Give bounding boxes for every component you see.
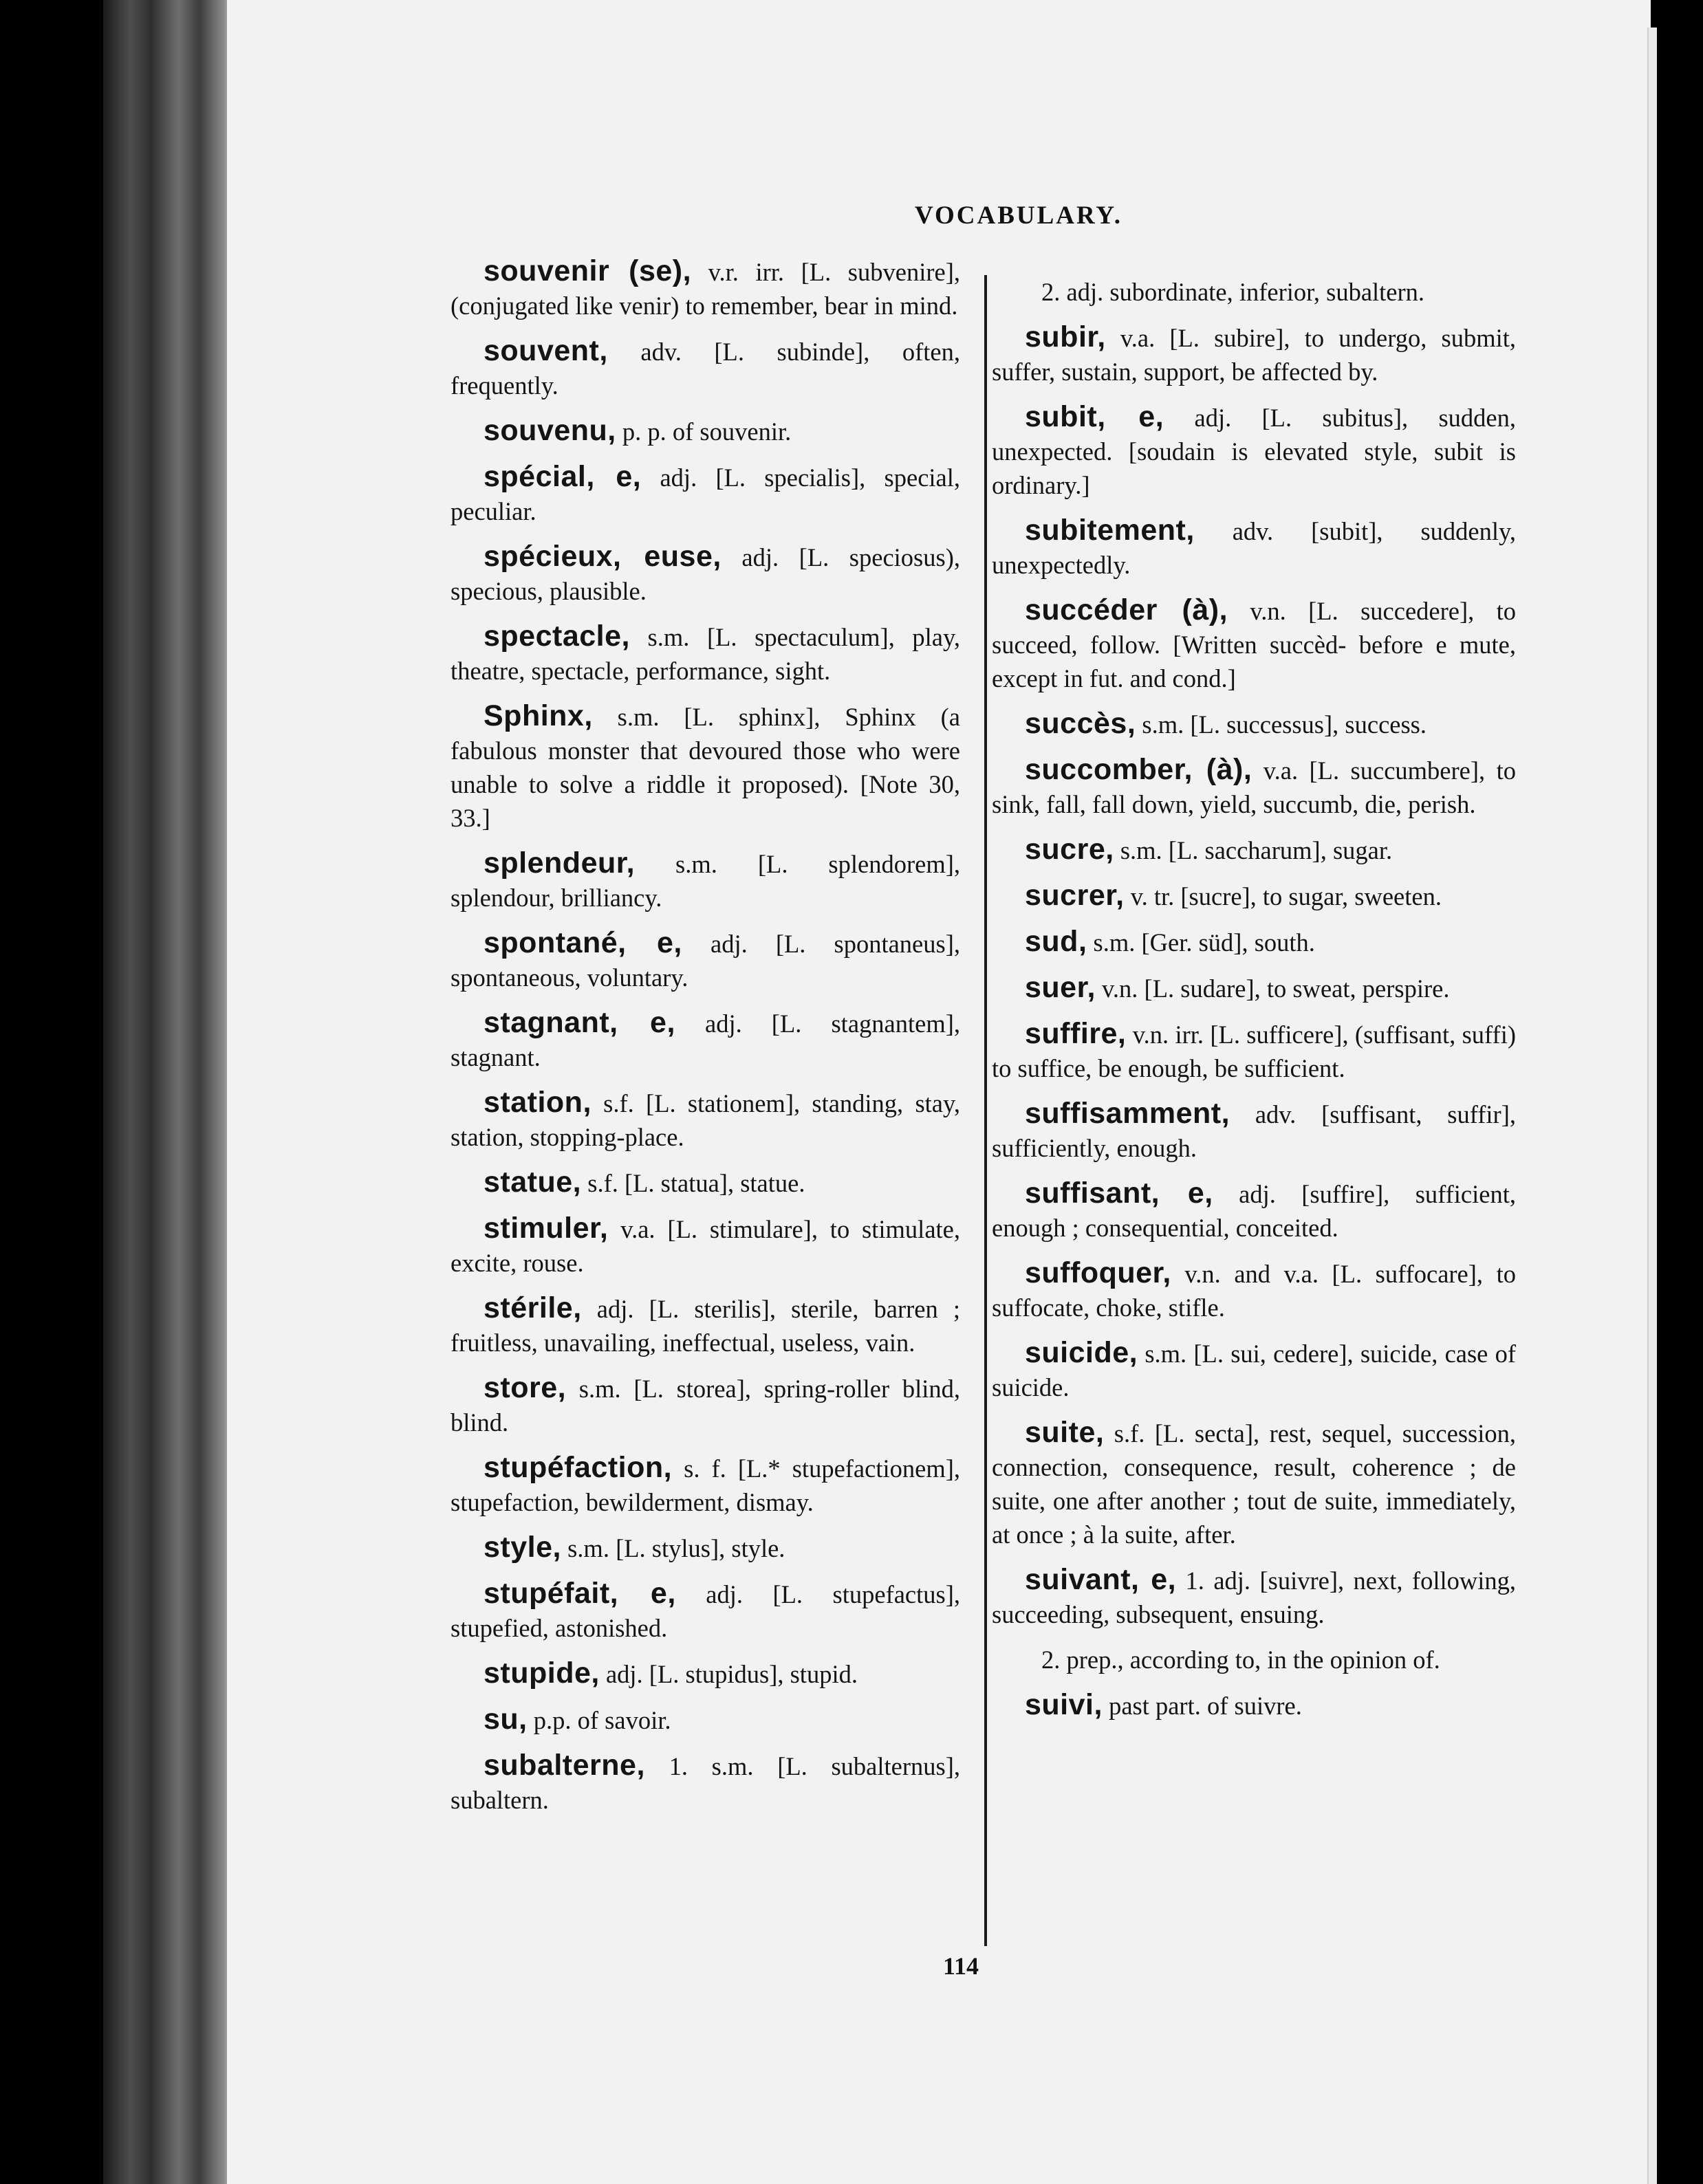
entry-headword: spécial, e, bbox=[484, 460, 642, 493]
entry-definition: adj. [L. stupidus], stupid. bbox=[599, 1660, 858, 1688]
entry-definition: v.a. [L. subire], to undergo, submit, suffer, sustain, support, be affected by. bbox=[992, 324, 1516, 386]
facing-page-edge bbox=[1647, 28, 1657, 2184]
entry-definition: v.r. irr. [L. subvenire], (conjugated like venir) to remember, bear in mind. bbox=[451, 258, 960, 320]
dictionary-entry bbox=[992, 1563, 1516, 1631]
entry-definition: p.p. of savoir. bbox=[527, 1706, 671, 1734]
entry-headword: stagnant, e, bbox=[484, 1006, 675, 1039]
entry-definition: adj. [L. stupefactus], stupefied, astonished. bbox=[451, 1580, 960, 1642]
entry-headword: suicide, bbox=[1025, 1336, 1138, 1369]
entry-definition: s.f. [L. statua], statue. bbox=[581, 1169, 805, 1197]
entry-definition: s.m. [L. storea], spring-roller blind, blind. bbox=[451, 1375, 960, 1437]
left-column bbox=[451, 254, 960, 1828]
dictionary-entry bbox=[992, 1643, 1516, 1677]
entry-definition: s.f. [L. secta], rest, sequel, succession, connection, consequence, result, coherence ; de suite, one after another ; tout de suite, immediately, at once ; à la suite, after. bbox=[992, 1419, 1516, 1549]
dictionary-entry bbox=[451, 1451, 960, 1519]
entry-headword: store, bbox=[484, 1371, 567, 1404]
entry-headword: stupide, bbox=[484, 1657, 600, 1690]
dictionary-entry bbox=[451, 540, 960, 608]
dictionary-entry bbox=[992, 753, 1516, 821]
entry-definition: adj. [L. specialis], special, peculiar. bbox=[451, 463, 960, 525]
dictionary-entry bbox=[992, 707, 1516, 741]
dictionary-entry bbox=[992, 925, 1516, 959]
dictionary-entry bbox=[992, 833, 1516, 867]
dictionary-entry bbox=[451, 334, 960, 402]
dictionary-entry bbox=[451, 414, 960, 448]
entry-headword: sucrer, bbox=[1025, 879, 1125, 912]
dictionary-entry bbox=[992, 400, 1516, 502]
entry-definition: v.n. and v.a. [L. suffocare], to suffocate, choke, stifle. bbox=[992, 1260, 1516, 1322]
entry-definition: v.n. irr. [L. sufficere], (suffisant, suffi) to suffice, be enough, be sufficient. bbox=[992, 1020, 1516, 1082]
dictionary-entry bbox=[992, 1256, 1516, 1324]
entry-headword: suer, bbox=[1025, 971, 1096, 1004]
entry-headword: sucre, bbox=[1025, 833, 1114, 866]
dictionary-entry bbox=[451, 620, 960, 688]
entry-headword: spectacle, bbox=[484, 620, 630, 653]
entry-headword: subit, e, bbox=[1025, 400, 1164, 433]
dictionary-entry bbox=[451, 1531, 960, 1565]
entry-headword: su, bbox=[484, 1703, 528, 1736]
dictionary-entry bbox=[992, 1097, 1516, 1165]
running-head: VOCABULARY. bbox=[915, 201, 1122, 230]
dictionary-entry bbox=[451, 1291, 960, 1359]
entry-headword: stérile, bbox=[484, 1291, 582, 1324]
entry-headword: suivi, bbox=[1025, 1688, 1103, 1721]
dictionary-entry bbox=[451, 1166, 960, 1200]
entry-definition: s.m. [L. spectaculum], play, theatre, spectacle, performance, sight. bbox=[451, 623, 960, 685]
dictionary-entry bbox=[992, 320, 1516, 389]
entry-definition: s. f. [L.* stupefactionem], stupefaction, bewilderment, dismay. bbox=[451, 1454, 960, 1516]
entry-definition: s.m. [L. sui, cedere], suicide, case of suicide. bbox=[992, 1340, 1516, 1401]
dictionary-entry bbox=[992, 1688, 1516, 1723]
entry-definition: adj. [suffire], sufficient, enough ; consequential, conceited. bbox=[992, 1180, 1516, 1242]
entry-headword: splendeur, bbox=[484, 847, 636, 880]
entry-definition: s.m. [L. splendorem], splendour, brilliancy. bbox=[451, 850, 960, 912]
entry-headword: suivant, e, bbox=[1025, 1563, 1177, 1596]
entry-headword: statue, bbox=[484, 1166, 582, 1199]
dictionary-entry bbox=[992, 879, 1516, 913]
dictionary-entry bbox=[451, 926, 960, 994]
entry-definition: v. tr. [sucre], to sugar, sweeten. bbox=[1124, 882, 1442, 910]
entry-headword: suite, bbox=[1025, 1416, 1105, 1449]
right-column bbox=[992, 275, 1516, 1734]
entry-headword: souvenir (se), bbox=[484, 254, 692, 287]
dictionary-entry bbox=[992, 1017, 1516, 1085]
entry-definition: adj. [L. speciosus), specious, plausible. bbox=[451, 543, 960, 605]
entry-headword: stupéfaction, bbox=[484, 1451, 673, 1484]
entry-definition: 1. adj. [suivre], next, following, succeeding, subsequent, ensuing. bbox=[992, 1566, 1516, 1628]
dictionary-entry bbox=[992, 593, 1516, 695]
dictionary-entry bbox=[451, 1371, 960, 1439]
entry-definition: v.n. [L. succedere], to succeed, follow. [Written succèd- before e mute, except in fut. and cond.] bbox=[992, 597, 1516, 692]
entry-headword: station, bbox=[484, 1086, 592, 1119]
entry-headword: Sphinx, bbox=[484, 699, 593, 732]
dictionary-entry bbox=[992, 971, 1516, 1005]
entry-definition: s.m. [L. sphinx], Sphinx (a fabulous monster that devoured those who were unable to solve a riddle it proposed). [Note 30, 33.] bbox=[451, 703, 960, 832]
entry-definition: s.m. [Ger. süd], south. bbox=[1087, 928, 1315, 957]
entry-definition: 2. adj. subordinate, inferior, subaltern. bbox=[1041, 278, 1425, 306]
entry-definition: adj. [L. stagnantem], stagnant. bbox=[451, 1009, 960, 1071]
dictionary-entry bbox=[992, 514, 1516, 582]
entry-definition: adj. [L. spontaneus], spontaneous, voluntary. bbox=[451, 930, 960, 992]
entry-headword: stupéfait, e, bbox=[484, 1577, 676, 1610]
entry-headword: subir, bbox=[1025, 320, 1106, 353]
dictionary-entry bbox=[451, 847, 960, 915]
entry-definition: v.a. [L. stimulare], to stimulate, excite, rouse. bbox=[451, 1215, 960, 1277]
entry-definition: adj. [L. subitus], sudden, unexpected. [soudain is elevated style, subit is ordinary.] bbox=[992, 404, 1517, 499]
entry-definition: adv. [suffisant, suffir], sufficiently, enough. bbox=[992, 1100, 1516, 1162]
entry-headword: subitement, bbox=[1025, 514, 1195, 547]
entry-definition: 2. prep., according to, in the opinion of. bbox=[1041, 1646, 1440, 1674]
entry-definition: past part. of suivre. bbox=[1102, 1692, 1302, 1720]
entry-headword: spécieux, euse, bbox=[484, 540, 722, 573]
dictionary-entry bbox=[451, 460, 960, 528]
entry-headword: spontané, e, bbox=[484, 926, 682, 959]
dictionary-entry bbox=[451, 1577, 960, 1645]
entry-definition: adv. [L. subinde], often, frequently. bbox=[451, 338, 960, 400]
page-edges bbox=[103, 0, 241, 2184]
entry-headword: souvenu, bbox=[484, 414, 616, 447]
dictionary-entry bbox=[451, 1749, 960, 1817]
dictionary-entry bbox=[992, 1416, 1516, 1551]
entry-definition: adj. [L. sterilis], sterile, barren ; fruitless, unavailing, ineffectual, useless, vain. bbox=[451, 1295, 960, 1357]
entry-definition: s.m. [L. stylus], style. bbox=[561, 1534, 785, 1562]
entry-headword: succomber, (à), bbox=[1025, 753, 1252, 786]
entry-definition: v.n. [L. sudare], to sweat, perspire. bbox=[1095, 974, 1450, 1003]
page-number: 114 bbox=[943, 1952, 979, 1980]
dictionary-entry bbox=[451, 1006, 960, 1074]
entry-headword: suffoquer, bbox=[1025, 1256, 1171, 1289]
entry-headword: subalterne, bbox=[484, 1749, 645, 1782]
entry-definition: 1. s.m. [L. subalternus], subaltern. bbox=[451, 1752, 960, 1814]
entry-definition: v.a. [L. succumbere], to sink, fall, fall down, yield, succumb, die, perish. bbox=[992, 756, 1516, 818]
entry-definition: adv. [subit], suddenly, unexpectedly. bbox=[992, 517, 1516, 579]
dictionary-entry bbox=[451, 699, 960, 835]
dictionary-entry bbox=[451, 1703, 960, 1737]
dictionary-entry bbox=[451, 1212, 960, 1280]
entry-headword: succéder (à), bbox=[1025, 593, 1228, 626]
entry-headword: succès, bbox=[1025, 707, 1136, 740]
entry-headword: sud, bbox=[1025, 925, 1087, 958]
dictionary-entry bbox=[992, 1177, 1516, 1245]
entry-definition: s.f. [L. stationem], standing, stay, station, stopping-place. bbox=[451, 1089, 960, 1151]
entry-definition: s.m. [L. saccharum], sugar. bbox=[1114, 836, 1393, 864]
entry-definition: p. p. of souvenir. bbox=[616, 417, 792, 446]
entry-headword: suffisant, e, bbox=[1025, 1177, 1213, 1210]
entry-headword: style, bbox=[484, 1531, 561, 1564]
entry-headword: souvent, bbox=[484, 334, 608, 367]
dictionary-entry bbox=[992, 275, 1516, 309]
dictionary-entry bbox=[451, 1086, 960, 1154]
entry-definition: s.m. [L. successus], success. bbox=[1136, 710, 1427, 739]
entry-headword: stimuler, bbox=[484, 1212, 609, 1245]
dictionary-entry bbox=[451, 1657, 960, 1691]
entry-headword: suffisamment, bbox=[1025, 1097, 1230, 1130]
column-divider bbox=[984, 275, 987, 1946]
dictionary-entry bbox=[992, 1336, 1516, 1404]
entry-headword: suffire, bbox=[1025, 1017, 1127, 1050]
dictionary-entry bbox=[451, 254, 960, 323]
